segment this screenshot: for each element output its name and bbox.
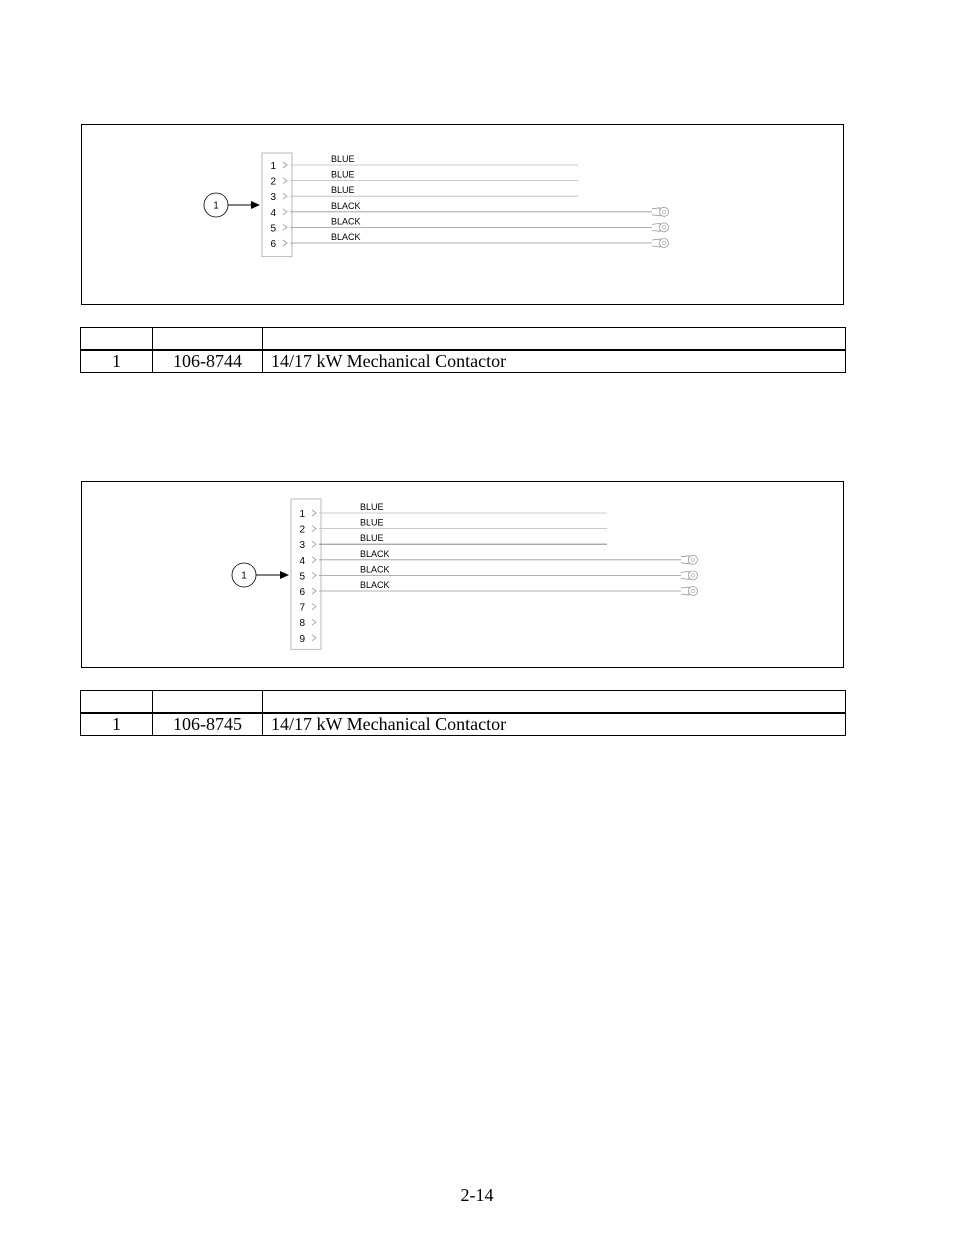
wiring-diagram-2-svg (82, 482, 845, 669)
ring-terminal-icon (660, 207, 669, 216)
pin-number: 2 (270, 176, 276, 188)
ring-terminal-crimp (652, 239, 660, 247)
arrowhead-icon (251, 201, 260, 209)
parts-table-2 (80, 690, 846, 736)
item-number: 1 (81, 713, 153, 736)
pin-number: 1 (299, 509, 305, 520)
connector-housing (262, 153, 292, 257)
callout-number: 1 (241, 570, 247, 582)
ring-terminal-crimp (681, 556, 689, 564)
wire-color-label: BLUE (360, 502, 384, 512)
part-number: 106-8745 (153, 713, 263, 736)
header-description (263, 328, 846, 351)
wiring-diagram-1 (81, 124, 844, 305)
pin-number: 4 (270, 207, 276, 219)
wire-color-label: BLACK (360, 580, 390, 590)
pin-number: 7 (299, 602, 305, 614)
pin-number: 5 (270, 223, 276, 235)
pin-number: 8 (299, 618, 305, 630)
ring-terminal-crimp (681, 587, 689, 595)
pin-number: 9 (299, 633, 305, 645)
pin-number: 6 (270, 239, 276, 250)
wire-color-label: BLUE (331, 169, 355, 180)
callout-number: 1 (213, 200, 219, 212)
item-number: 1 (81, 350, 153, 373)
pin-number: 5 (299, 571, 305, 583)
wire-color-label: BLACK (360, 564, 390, 575)
part-description: 14/17 kW Mechanical Contactor (263, 350, 846, 373)
parts-table-1 (80, 327, 846, 373)
ring-terminal-crimp (681, 571, 689, 579)
connector-housing (291, 499, 321, 649)
part-number: 106-8744 (153, 350, 263, 373)
wire-color-label: BLACK (331, 216, 361, 227)
wire-color-label: BLUE (360, 533, 384, 544)
wire-color-label: BLACK (331, 232, 361, 242)
header-item (81, 691, 153, 714)
page-number: 2-14 (460, 1185, 494, 1205)
wire-color-label: BLACK (331, 200, 361, 211)
parts-table-header (81, 691, 846, 714)
ring-terminal-icon (660, 223, 669, 232)
wiring-diagram-1-svg (82, 125, 845, 306)
wire-color-label: BLUE (331, 185, 355, 196)
header-part (153, 328, 263, 351)
pin-number: 3 (270, 192, 276, 204)
header-part (153, 691, 263, 714)
pin-number: 4 (299, 555, 305, 567)
part-description: 14/17 kW Mechanical Contactor (263, 713, 846, 736)
wiring-diagram-2 (81, 481, 844, 668)
ring-terminal-crimp (652, 208, 660, 216)
pin-number: 2 (299, 524, 305, 536)
ring-terminal-icon (689, 571, 698, 580)
arrowhead-icon (280, 571, 289, 579)
wire-color-label: BLUE (360, 517, 384, 528)
pin-number: 3 (299, 540, 305, 552)
parts-table-header (81, 328, 846, 351)
header-item (81, 328, 153, 351)
wire-color-label: BLACK (360, 548, 390, 559)
ring-terminal-icon (660, 239, 669, 248)
pin-number: 1 (270, 161, 276, 172)
wire-color-label: BLUE (331, 154, 355, 164)
ring-terminal-crimp (652, 223, 660, 231)
ring-terminal-icon (689, 555, 698, 564)
table-row (81, 713, 846, 736)
header-description (263, 691, 846, 714)
ring-terminal-icon (689, 587, 698, 596)
pin-number: 6 (299, 587, 305, 598)
table-row (81, 350, 846, 373)
